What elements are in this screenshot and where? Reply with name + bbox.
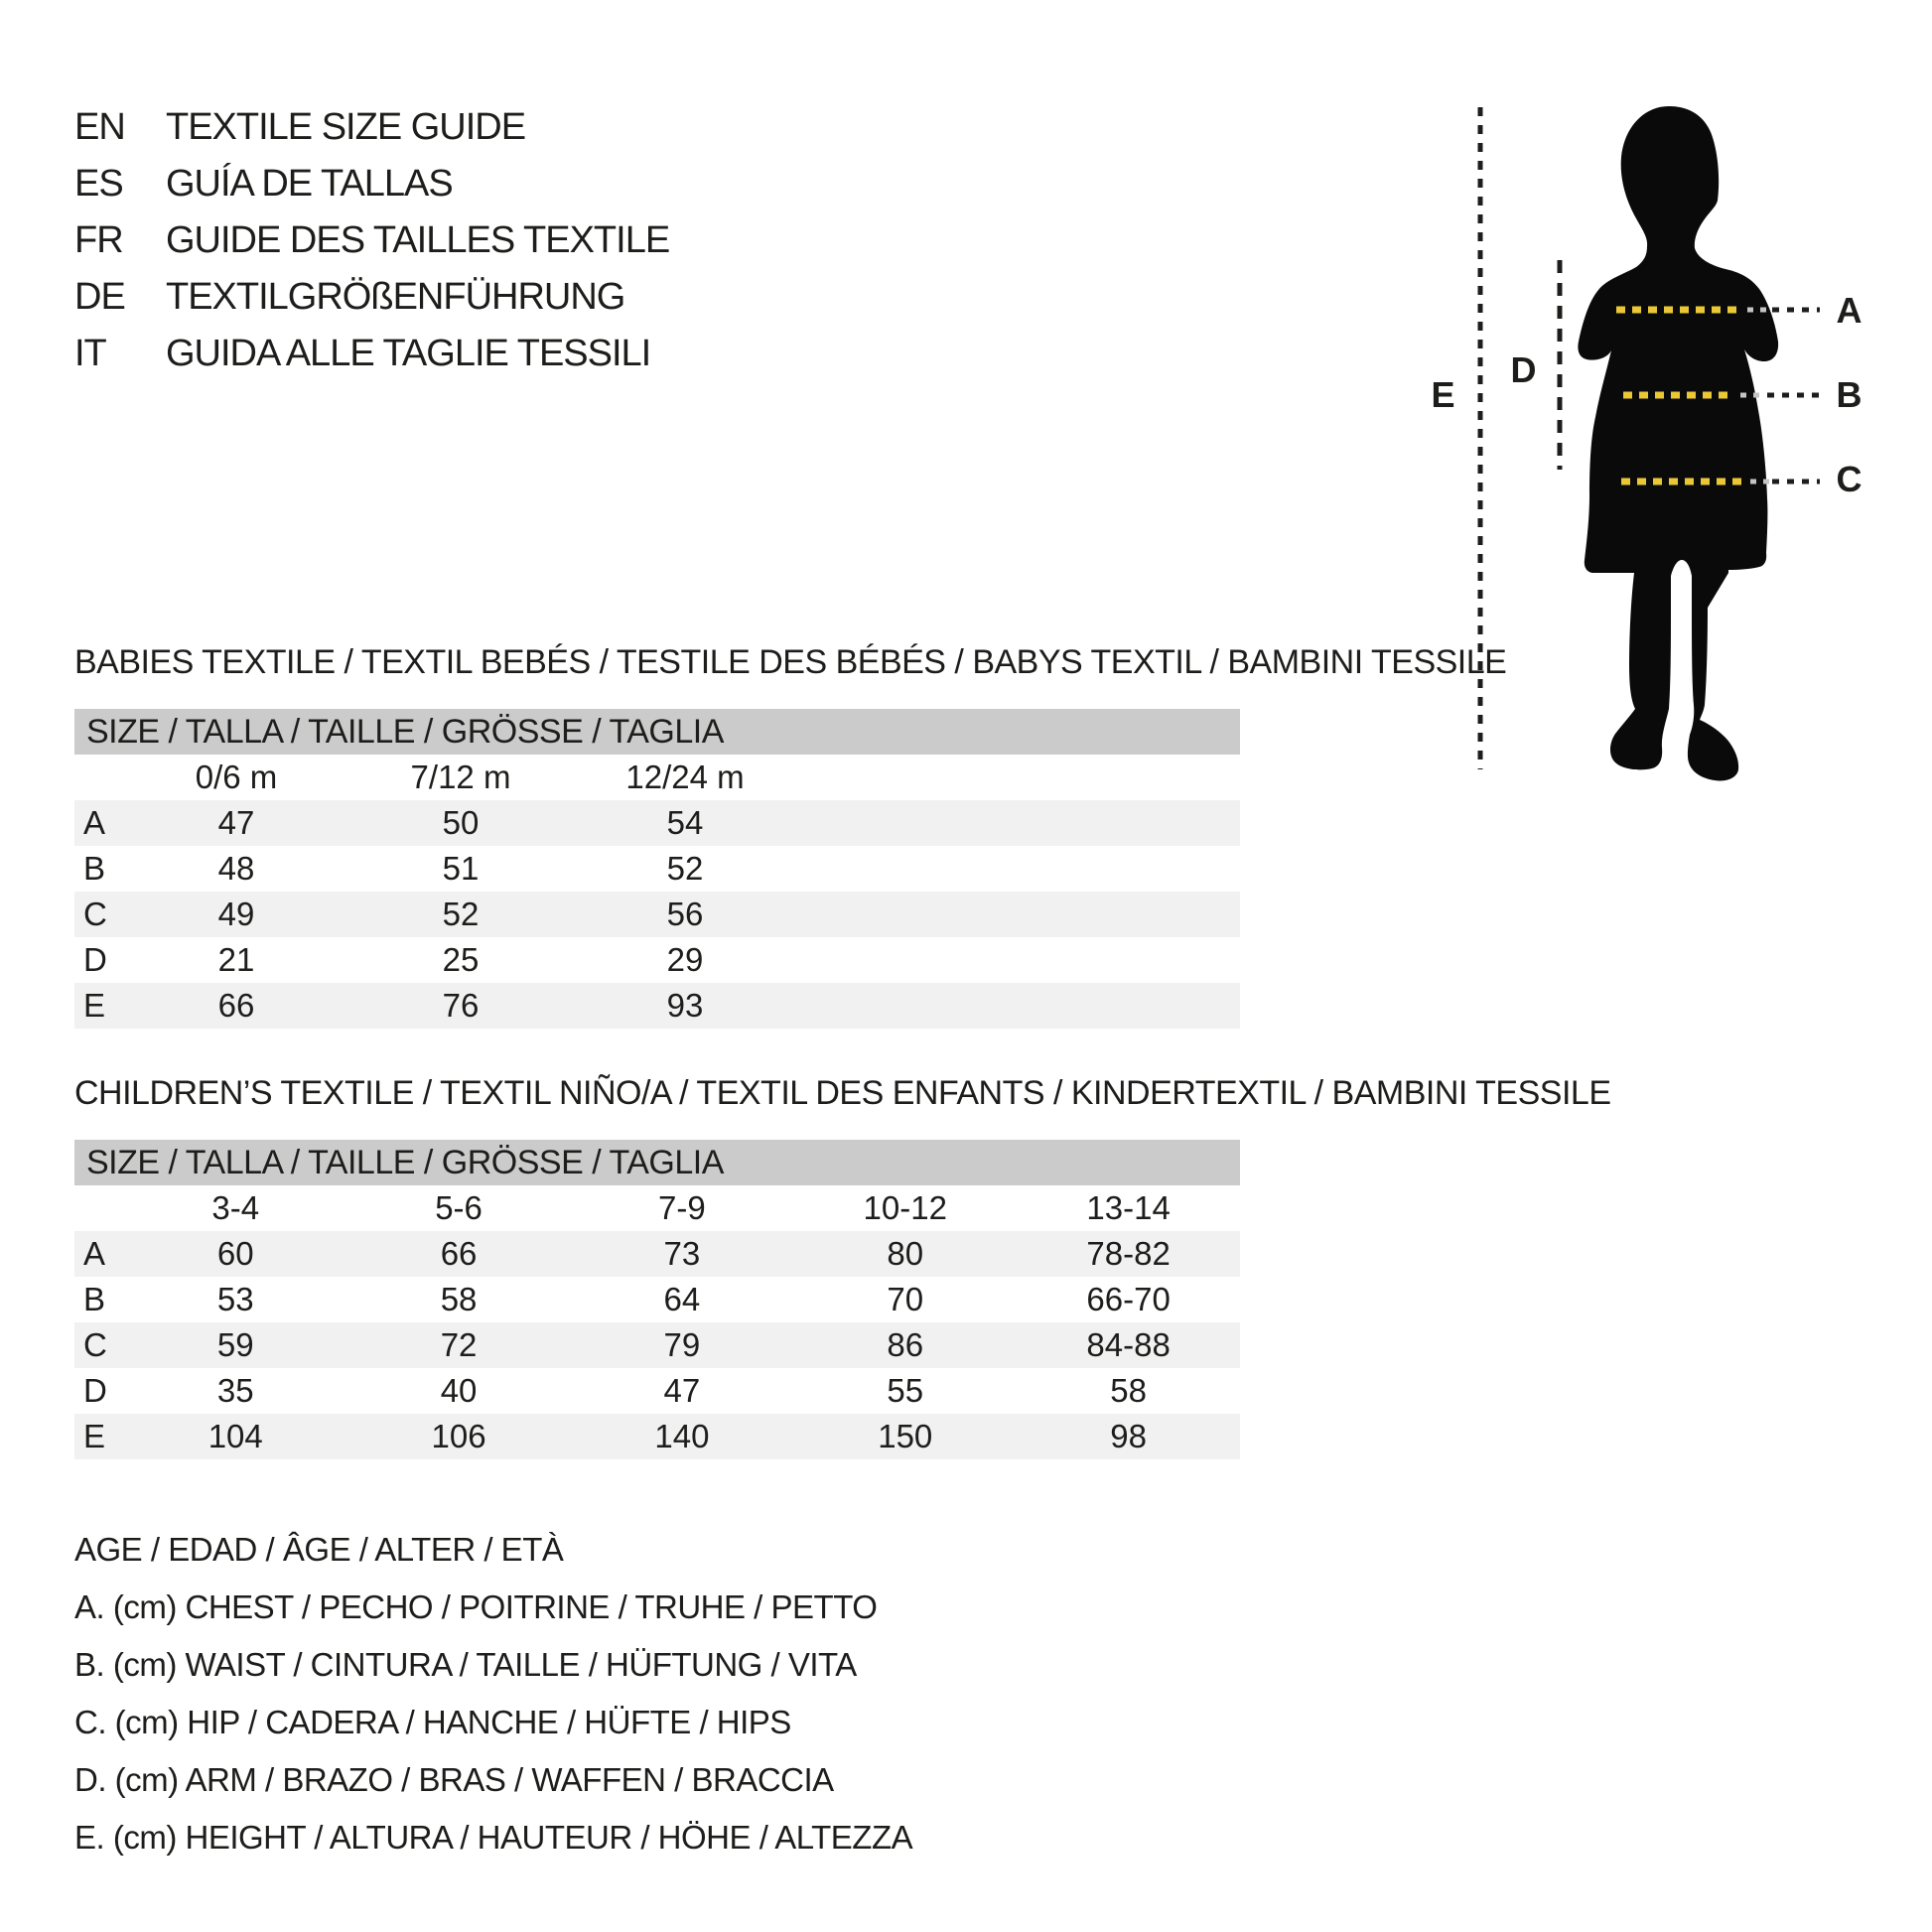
legend-arm: D. (cm) ARM / BRAZO / BRAS / WAFFEN / BRACCIA <box>74 1761 834 1798</box>
language-row-en <box>74 99 669 156</box>
table-row <box>74 1414 1240 1459</box>
legend-age: AGE / EDAD / ÂGE / ALTER / ETÀ <box>74 1531 564 1568</box>
guide-title: GUÍA DE TALLAS <box>166 163 453 205</box>
cell: 55 <box>887 1372 924 1409</box>
cell: 70 <box>887 1281 924 1317</box>
row-label: B <box>83 1281 106 1317</box>
cell: 84-88 <box>1086 1326 1171 1363</box>
chest-label-a: A <box>1836 290 1862 331</box>
guide-title: TEXTILGRÖßENFÜHRUNG <box>166 276 625 318</box>
language-row-es <box>74 156 669 212</box>
cell: 54 <box>666 804 704 841</box>
language-code: EN <box>74 106 125 148</box>
cell: 86 <box>887 1326 924 1363</box>
table-row <box>74 892 1240 937</box>
arm-label-d: D <box>1510 349 1536 390</box>
cell: 64 <box>663 1281 701 1317</box>
column-header: 3-4 <box>211 1189 260 1226</box>
table-row <box>74 1277 1240 1322</box>
cell: 40 <box>440 1372 478 1409</box>
cell: 51 <box>442 850 480 887</box>
cell: 52 <box>666 850 704 887</box>
height-label-e: E <box>1431 374 1454 415</box>
cell: 59 <box>216 1326 254 1363</box>
cell: 50 <box>442 804 480 841</box>
children-section-heading: CHILDREN’S TEXTILE / TEXTIL NIÑO/A / TEXTIL DES ENFANTS / KINDERTEXTIL / BAMBINI TESSILE <box>74 1074 1611 1112</box>
children-column-header-row <box>74 1185 1240 1231</box>
cell: 79 <box>663 1326 701 1363</box>
table-row <box>74 1368 1240 1414</box>
cell: 21 <box>217 941 255 978</box>
babies-size-table <box>74 709 1240 1029</box>
cell: 35 <box>216 1372 254 1409</box>
column-header: 7/12 m <box>410 759 511 795</box>
cell: 80 <box>887 1235 924 1272</box>
cell: 93 <box>666 987 704 1024</box>
table-row <box>74 1231 1240 1277</box>
child-silhouette-svg <box>1410 79 1932 794</box>
row-label: A <box>83 804 106 841</box>
row-label: C <box>83 1326 107 1363</box>
table-row <box>74 983 1240 1029</box>
cell: 140 <box>654 1418 710 1454</box>
babies-section-heading: BABIES TEXTILE / TEXTIL BEBÉS / TESTILE DES BÉBÉS / BABYS TEXTIL / BAMBINI TESSILE <box>74 643 1507 681</box>
cell: 29 <box>666 941 704 978</box>
legend-height: E. (cm) HEIGHT / ALTURA / HAUTEUR / HÖHE / ALTEZZA <box>74 1819 913 1856</box>
language-row-fr <box>74 212 669 269</box>
legend-hip: C. (cm) HIP / CADERA / HANCHE / HÜFTE / HIPS <box>74 1704 791 1740</box>
row-label: A <box>83 1235 106 1272</box>
language-code: ES <box>74 163 123 205</box>
cell: 48 <box>217 850 255 887</box>
language-row-it <box>74 326 669 382</box>
legend-chest: A. (cm) CHEST / PECHO / POITRINE / TRUHE / PETTO <box>74 1588 878 1625</box>
cell: 72 <box>440 1326 478 1363</box>
column-header: 0/6 m <box>195 759 278 795</box>
cell: 49 <box>217 896 255 932</box>
language-code: IT <box>74 333 106 374</box>
child-silhouette <box>1578 106 1778 780</box>
row-label: D <box>83 1372 107 1409</box>
table-row <box>74 846 1240 892</box>
children-size-table <box>74 1140 1240 1459</box>
legend-waist: B. (cm) WAIST / CINTURA / TAILLE / HÜFTUNG / VITA <box>74 1646 857 1683</box>
row-label: E <box>83 1418 106 1454</box>
measurement-legend <box>74 1521 912 1866</box>
hip-label-c: C <box>1836 459 1862 499</box>
table-row <box>74 800 1240 846</box>
cell: 78-82 <box>1086 1235 1171 1272</box>
cell: 52 <box>442 896 480 932</box>
guide-title: TEXTILE SIZE GUIDE <box>166 106 526 148</box>
cell: 150 <box>878 1418 933 1454</box>
row-label: C <box>83 896 107 932</box>
column-header: 7-9 <box>658 1189 706 1226</box>
cell: 66 <box>217 987 255 1024</box>
cell: 104 <box>207 1418 263 1454</box>
language-row-de <box>74 269 669 326</box>
language-title-block <box>74 99 669 382</box>
measurement-figure <box>1410 79 1932 794</box>
babies-column-header-row <box>74 755 1240 800</box>
table-row <box>74 1322 1240 1368</box>
table-row <box>74 937 1240 983</box>
cell: 106 <box>431 1418 486 1454</box>
row-label: B <box>83 850 106 887</box>
cell: 58 <box>440 1281 478 1317</box>
language-code: DE <box>74 276 125 318</box>
cell: 47 <box>217 804 255 841</box>
cell: 60 <box>216 1235 254 1272</box>
cell: 53 <box>216 1281 254 1317</box>
cell: 73 <box>663 1235 701 1272</box>
children-size-bar: SIZE / TALLA / TAILLE / GRÖSSE / TAGLIA <box>74 1140 1240 1185</box>
guide-title: GUIDA ALLE TAGLIE TESSILI <box>166 333 651 374</box>
cell: 56 <box>666 896 704 932</box>
babies-size-bar: SIZE / TALLA / TAILLE / GRÖSSE / TAGLIA <box>74 709 1240 755</box>
language-code: FR <box>74 219 123 261</box>
guide-title: GUIDE DES TAILLES TEXTILE <box>166 219 670 261</box>
cell: 76 <box>442 987 480 1024</box>
cell: 66 <box>440 1235 478 1272</box>
column-header: 10-12 <box>863 1189 947 1226</box>
cell: 98 <box>1110 1418 1147 1454</box>
column-header: 13-14 <box>1086 1189 1171 1226</box>
column-header: 5-6 <box>435 1189 483 1226</box>
column-header: 12/24 m <box>625 759 745 795</box>
cell: 58 <box>1110 1372 1147 1409</box>
waist-label-b: B <box>1836 374 1862 415</box>
cell: 47 <box>663 1372 701 1409</box>
cell: 25 <box>442 941 480 978</box>
cell: 66-70 <box>1086 1281 1171 1317</box>
row-label: D <box>83 941 107 978</box>
row-label: E <box>83 987 106 1024</box>
